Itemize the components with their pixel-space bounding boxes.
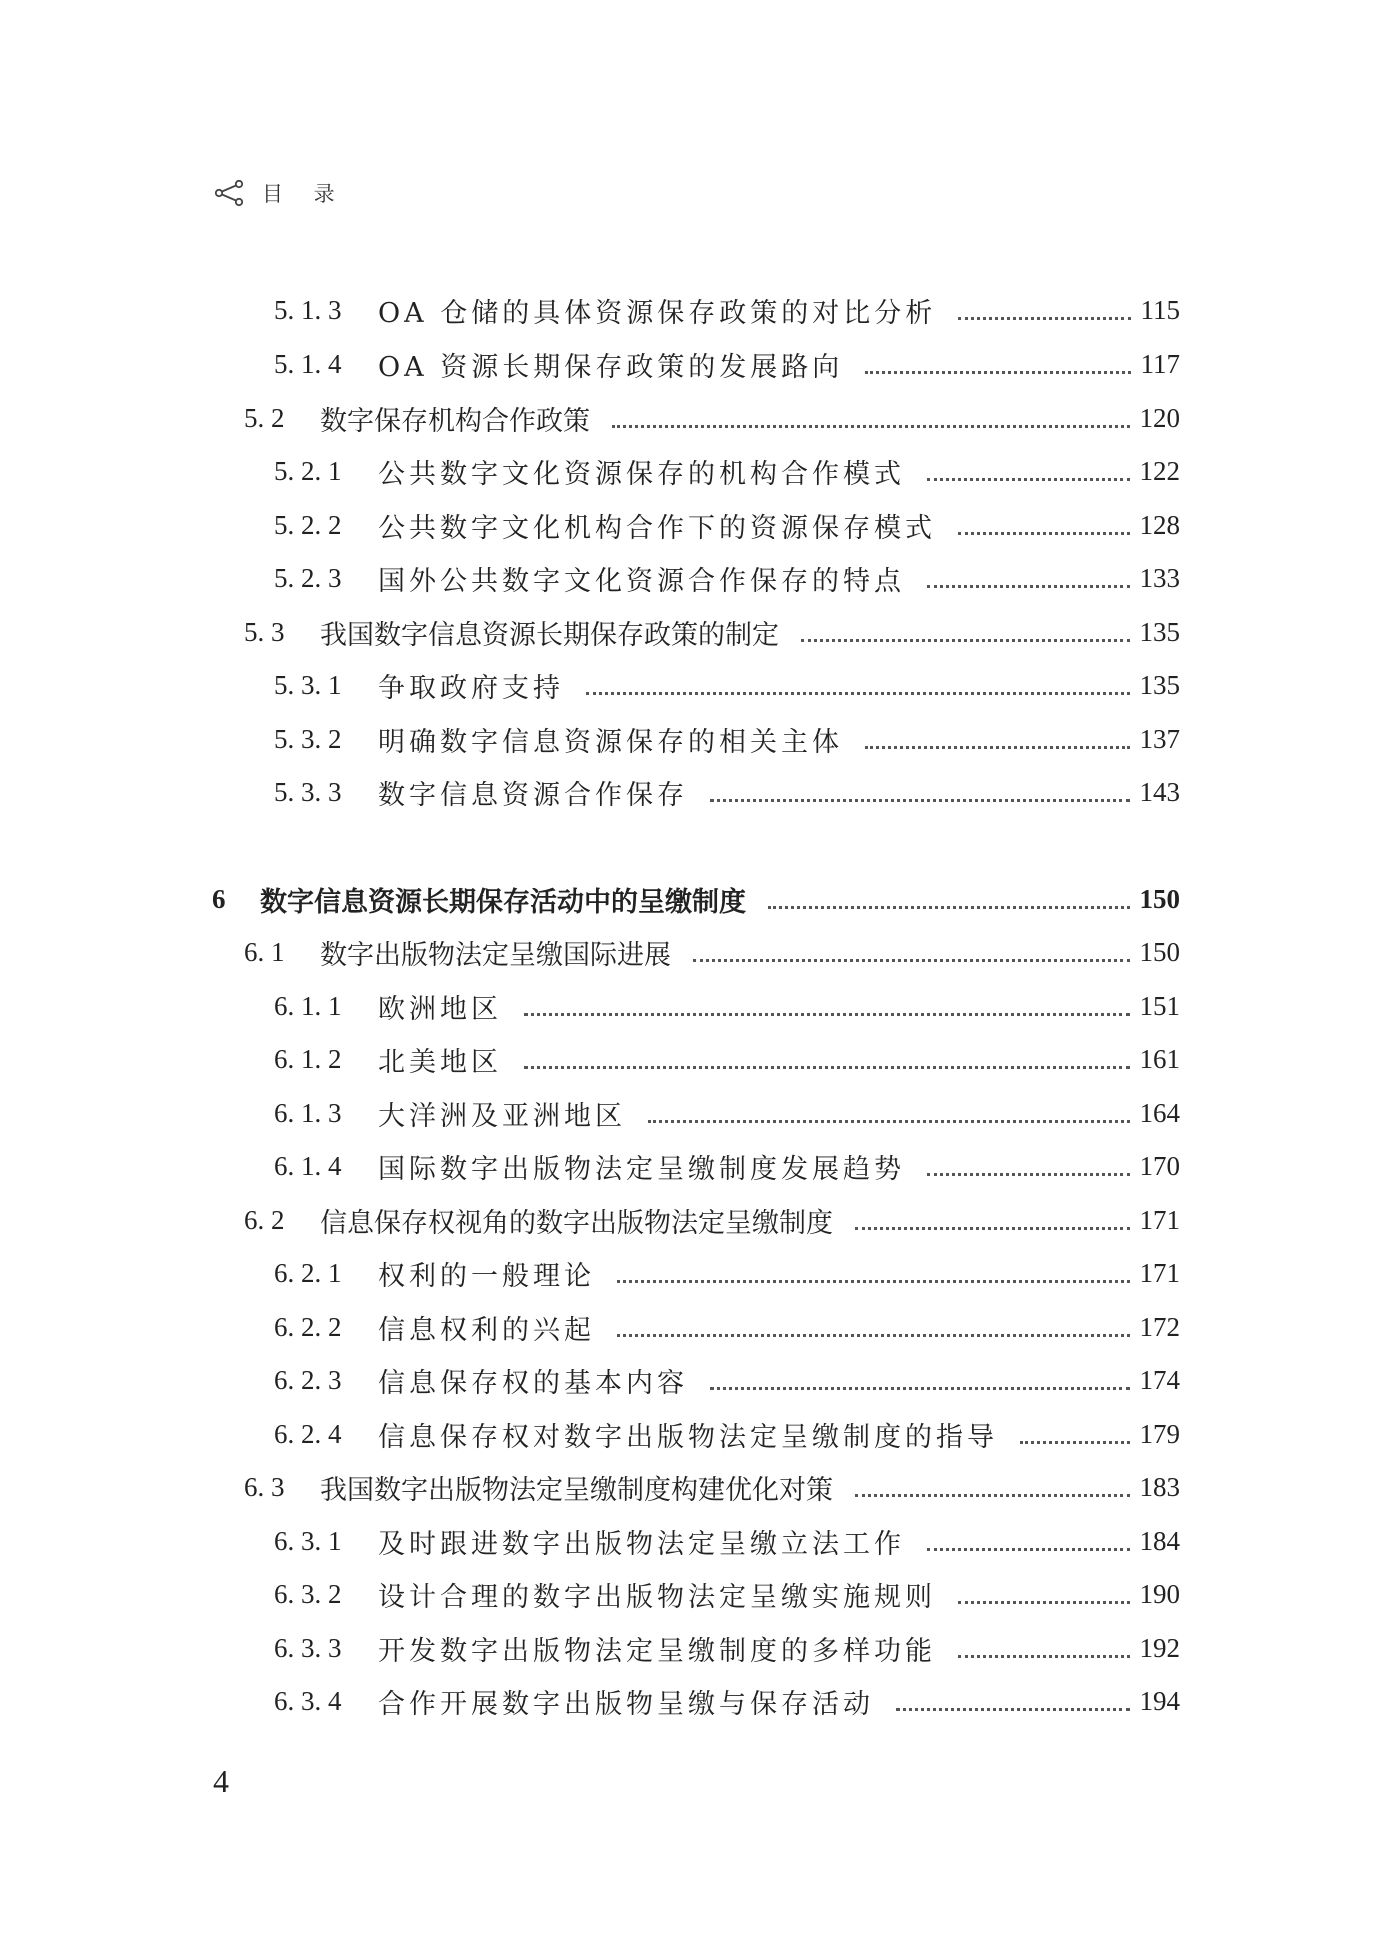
toc-entry[interactable] (274, 505, 1180, 545)
leader-dots (524, 1013, 1130, 1016)
leader-dots (855, 1494, 1130, 1497)
entry-number: 5. 1. 3 (274, 294, 342, 325)
entry-page: 171 (1139, 1257, 1180, 1288)
toc-entry[interactable] (274, 1039, 1180, 1079)
entry-page: 194 (1139, 1685, 1180, 1716)
leader-dots (865, 746, 1130, 749)
toc-entry[interactable] (274, 290, 1180, 330)
entry-page: 192 (1139, 1632, 1180, 1663)
entry-title: 开发数字出版物法定呈缴制度的多样功能 (378, 1635, 936, 1667)
toc-entry[interactable] (274, 719, 1180, 759)
entry-title: 大洋洲及亚洲地区 (378, 1100, 626, 1132)
entry-title: 数字信息资源合作保存 (378, 779, 688, 811)
entry-title: OA 资源长期保存政策的发展路向 (378, 351, 844, 383)
leader-dots (648, 1120, 1130, 1123)
entry-number: 6. 3. 2 (274, 1578, 342, 1609)
entry-number: 5. 3. 2 (274, 723, 342, 754)
entry-page: 128 (1139, 509, 1180, 540)
toc-entry[interactable] (274, 558, 1180, 598)
leader-dots (927, 1173, 1130, 1176)
entry-title: 公共数字文化资源保存的机构合作模式 (378, 458, 905, 490)
leader-dots (865, 371, 1130, 374)
entry-page: 172 (1139, 1311, 1180, 1342)
leader-dots (693, 959, 1130, 962)
toc-entry[interactable] (244, 1200, 1180, 1240)
entry-number: 6. 1. 1 (274, 990, 342, 1021)
entry-title: 合作开展数字出版物呈缴与保存活动 (378, 1688, 874, 1720)
toc-entry[interactable] (274, 1093, 1180, 1133)
entry-page: 137 (1139, 723, 1180, 754)
entry-title: 及时跟进数字出版物法定呈缴立法工作 (378, 1528, 905, 1560)
toc-entry[interactable] (274, 1146, 1180, 1186)
entry-number: 6. 2. 2 (274, 1311, 342, 1342)
toc-entry[interactable] (274, 1574, 1180, 1614)
toc-entry[interactable] (274, 772, 1180, 812)
entry-page: 179 (1139, 1418, 1180, 1449)
leader-dots (617, 1280, 1130, 1283)
entry-title: 数字出版物法定呈缴国际进展 (320, 939, 671, 971)
entry-number: 5. 3. 3 (274, 776, 342, 807)
toc-entry[interactable] (244, 932, 1180, 972)
entry-page: 190 (1139, 1578, 1180, 1609)
toc-entry[interactable] (274, 986, 1180, 1026)
toc-entry-chapter[interactable] (212, 879, 1180, 919)
leader-dots (958, 1655, 1130, 1658)
entry-number: 5. 2. 3 (274, 562, 342, 593)
entry-number: 6. 1. 4 (274, 1150, 342, 1181)
entry-number: 6. 3 (244, 1471, 285, 1502)
entry-page: 184 (1139, 1525, 1180, 1556)
running-header (214, 178, 347, 208)
entry-page: 133 (1139, 562, 1180, 593)
entry-number: 6. 1 (244, 936, 285, 967)
entry-title: 国际数字出版物法定呈缴制度发展趋势 (378, 1153, 905, 1185)
entry-number: 6. 2. 1 (274, 1257, 342, 1288)
share-icon (214, 178, 244, 208)
toc-entry[interactable] (274, 665, 1180, 705)
entry-page: 171 (1139, 1204, 1180, 1235)
leader-dots (524, 1066, 1130, 1069)
entry-number: 5. 3. 1 (274, 669, 342, 700)
entry-page: 164 (1139, 1097, 1180, 1128)
leader-dots (927, 585, 1130, 588)
entry-page: 174 (1139, 1364, 1180, 1395)
toc-entry[interactable] (274, 1307, 1180, 1347)
entry-page: 120 (1139, 402, 1180, 433)
leader-dots (617, 1334, 1130, 1337)
entry-page: 150 (1139, 936, 1180, 967)
toc-entry[interactable] (274, 1253, 1180, 1293)
entry-title: 欧洲地区 (378, 993, 502, 1025)
entry-number: 6. 1. 3 (274, 1097, 342, 1128)
entry-title: 北美地区 (378, 1046, 502, 1078)
leader-dots (958, 317, 1130, 320)
entry-number: 5. 2. 1 (274, 455, 342, 486)
toc-entry[interactable] (274, 1681, 1180, 1721)
entry-number: 5. 2. 2 (274, 509, 342, 540)
entry-page: 161 (1139, 1043, 1180, 1074)
leader-dots (768, 906, 1130, 909)
entry-title: 我国数字出版物法定呈缴制度构建优化对策 (320, 1474, 833, 1506)
entry-title: 国外公共数字文化资源合作保存的特点 (378, 565, 905, 597)
leader-dots (710, 1387, 1130, 1390)
entry-page: 135 (1139, 669, 1180, 700)
leader-dots (710, 799, 1130, 802)
entry-number: 6. 2. 3 (274, 1364, 342, 1395)
entry-title: 信息保存权的基本内容 (378, 1367, 688, 1399)
entry-page: 143 (1139, 776, 1180, 807)
entry-number: 6. 1. 2 (274, 1043, 342, 1074)
entry-title: 数字信息资源长期保存活动中的呈缴制度 (260, 886, 746, 918)
leader-dots (612, 425, 1130, 428)
leader-dots (801, 639, 1130, 642)
toc-entry[interactable] (274, 451, 1180, 491)
leader-dots (586, 692, 1130, 695)
entry-number: 6. 2 (244, 1204, 285, 1235)
leader-dots (927, 1548, 1130, 1551)
entry-number: 6. 2. 4 (274, 1418, 342, 1449)
header-title: 目 录 (262, 182, 347, 206)
entry-title: 信息权利的兴起 (378, 1314, 595, 1346)
leader-dots (927, 478, 1130, 481)
toc-entry[interactable] (244, 612, 1180, 652)
toc-entry[interactable] (244, 398, 1180, 438)
entry-title: 权利的一般理论 (378, 1260, 595, 1292)
entry-page: 170 (1139, 1150, 1180, 1181)
toc-entry[interactable] (274, 1521, 1180, 1561)
entry-number: 5. 3 (244, 616, 285, 647)
entry-title: 明确数字信息资源保存的相关主体 (378, 726, 843, 758)
leader-dots (1020, 1441, 1130, 1444)
entry-number: 6. 3. 3 (274, 1632, 342, 1663)
leader-dots (958, 532, 1130, 535)
entry-title: 我国数字信息资源长期保存政策的制定 (320, 619, 779, 651)
entry-title: 信息保存权对数字出版物法定呈缴制度的指导 (378, 1421, 998, 1453)
entry-title: 设计合理的数字出版物法定呈缴实施规则 (378, 1581, 936, 1613)
entry-title: 公共数字文化机构合作下的资源保存模式 (378, 512, 936, 544)
entry-page: 150 (1139, 883, 1180, 914)
toc-entry[interactable] (274, 1628, 1180, 1668)
entry-number: 5. 2 (244, 402, 285, 433)
leader-dots (958, 1601, 1130, 1604)
page-number: 4 (213, 1763, 229, 1799)
entry-title: 数字保存机构合作政策 (320, 405, 590, 437)
toc-entry[interactable] (274, 1414, 1180, 1454)
entry-number: 6. 3. 4 (274, 1685, 342, 1716)
entry-number: 5. 1. 4 (274, 348, 342, 379)
entry-number: 6 (212, 883, 226, 914)
entry-page: 183 (1139, 1471, 1180, 1502)
leader-dots (855, 1227, 1130, 1230)
entry-page: 115 (1140, 294, 1180, 325)
entry-page: 135 (1139, 616, 1180, 647)
leader-dots (896, 1708, 1130, 1711)
entry-page: 151 (1139, 990, 1180, 1021)
entry-title: 争取政府支持 (378, 672, 564, 704)
entry-title: OA 仓储的具体资源保存政策的对比分析 (378, 297, 937, 329)
toc-entry[interactable] (274, 344, 1180, 384)
toc-entry[interactable] (274, 1360, 1180, 1400)
toc-entry[interactable] (244, 1467, 1180, 1507)
entry-number: 6. 3. 1 (274, 1525, 342, 1556)
entry-page: 117 (1140, 348, 1180, 379)
entry-page: 122 (1139, 455, 1180, 486)
entry-title: 信息保存权视角的数字出版物法定呈缴制度 (320, 1207, 833, 1239)
